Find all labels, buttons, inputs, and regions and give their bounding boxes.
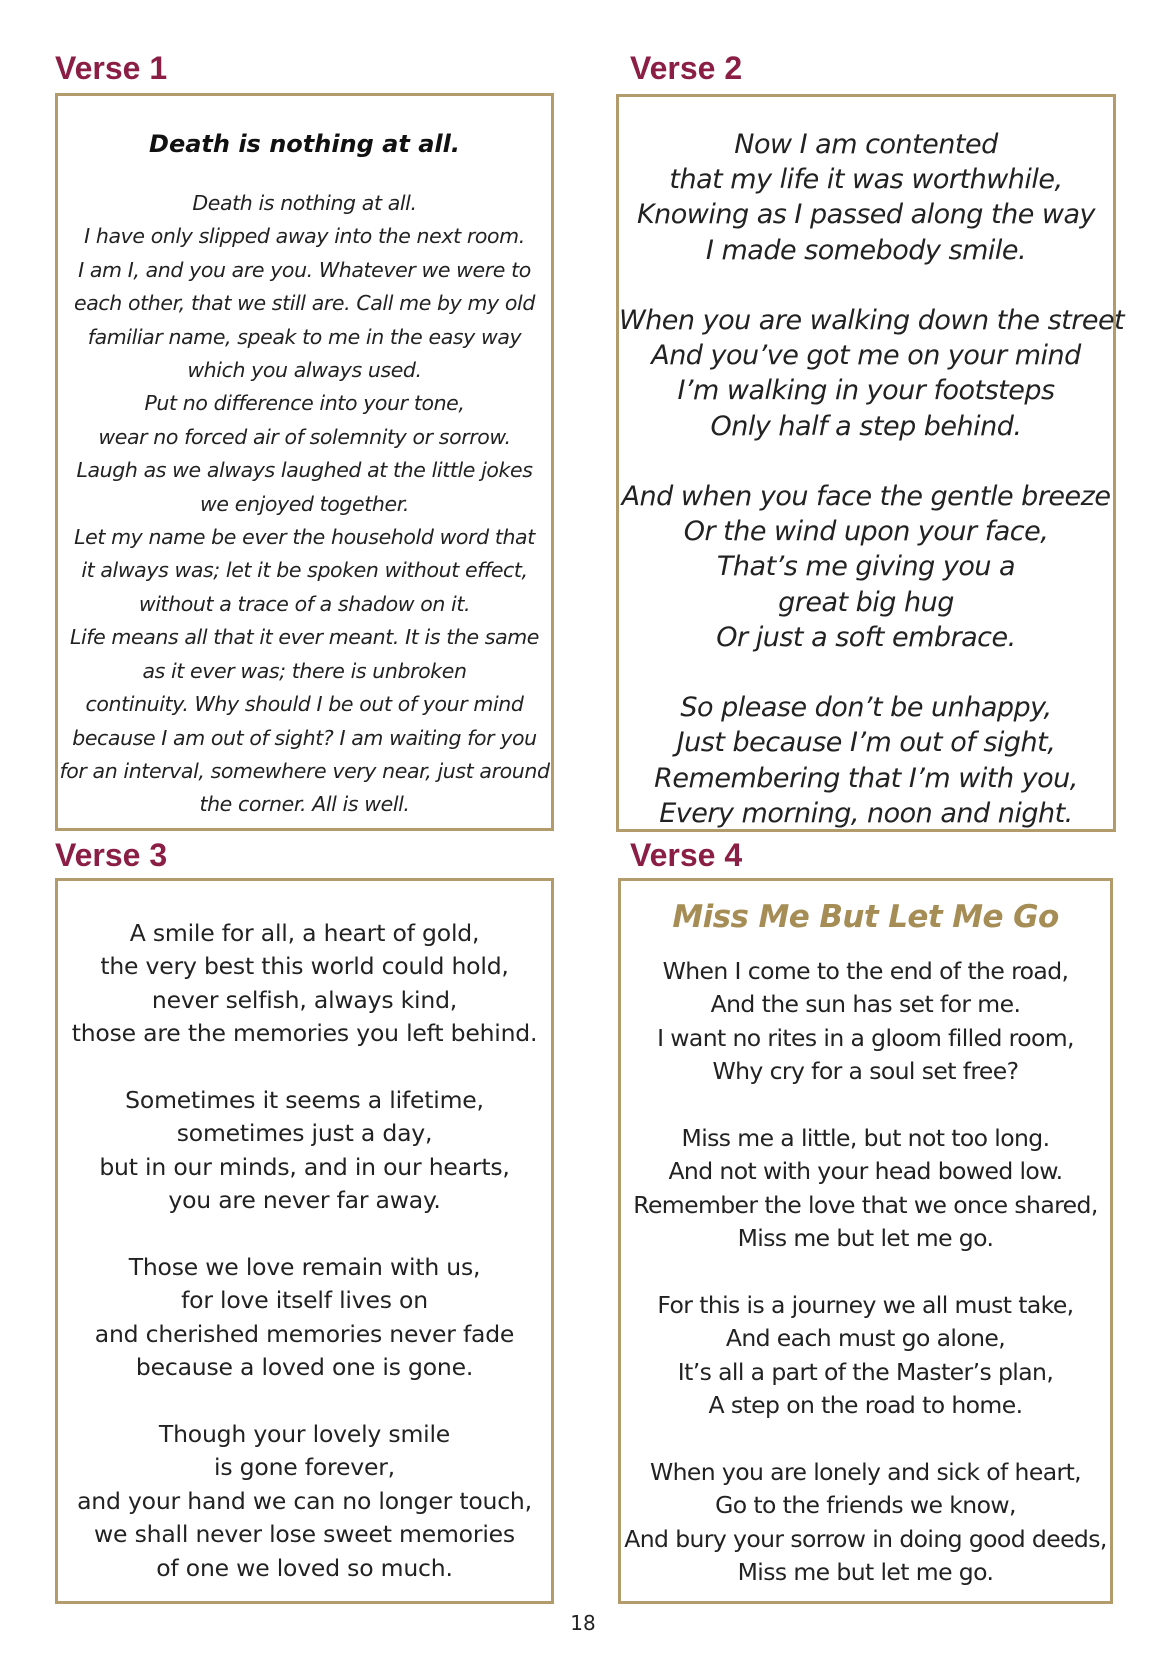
poem-line: I want no rites in a gloom filled room,	[657, 1023, 1074, 1052]
poem-line: for an interval, somewhere very near, just around	[59, 758, 550, 783]
stanza	[619, 303, 1125, 444]
poem-line: Why cry for a soul set free?	[712, 1057, 1019, 1086]
stanza	[621, 1456, 1110, 1590]
poem-line: continuity. Why should I be out of your mind	[85, 692, 524, 717]
poem-line: sometimes just a day,	[176, 1119, 433, 1148]
poem-line: Miss me but let me go.	[737, 1224, 994, 1253]
poem-line: Laugh as we always laughed at the little jokes	[76, 458, 533, 483]
poem-line: you are never far away.	[168, 1186, 441, 1215]
poem-line: of one we loved so much.	[156, 1553, 453, 1582]
poem-line: Life means all that it ever meant. It is the same	[69, 625, 540, 650]
poem-line: For this is a journey we all must take,	[657, 1291, 1074, 1320]
page-number: 18	[570, 1611, 596, 1635]
poem-line: And bury your sorrow in doing good deeds,	[624, 1524, 1107, 1553]
stanza	[621, 955, 1110, 1089]
stanza	[619, 127, 1113, 268]
poem-line: And the sun has set for me.	[710, 990, 1021, 1019]
poem-line: And you’ve got me on your mind	[651, 340, 1081, 372]
poem-line: Remembering that I’m with you,	[654, 762, 1078, 794]
stanza	[621, 1289, 1110, 1423]
verse-3-heading: Verse 3	[55, 837, 168, 873]
verse-4-title: Miss Me But Let Me Go	[672, 899, 1059, 935]
verse-4-heading: Verse 4	[630, 837, 743, 873]
poem-line: A smile for all, a heart of gold,	[129, 919, 480, 947]
poem-line: Miss me a little, but not too long.	[681, 1124, 1050, 1153]
poem-line: When you are lonely and sick of heart,	[649, 1458, 1082, 1487]
verse-2-box	[616, 94, 1125, 832]
poem-line: familiar name, speak to me in the easy way	[87, 324, 522, 349]
stanza	[58, 1251, 551, 1385]
poem-line: Just because I’m out of sight,	[676, 727, 1056, 759]
poem-line: without a trace of a shadow on it.	[138, 591, 471, 616]
poem-line: and cherished memories never fade	[94, 1319, 515, 1348]
poem-line: A step on the road to home.	[708, 1391, 1023, 1420]
poem-line: for love itself lives on	[181, 1286, 428, 1315]
poem-line: Sometimes it seems a lifetime,	[125, 1086, 484, 1115]
verse-4-box	[618, 878, 1113, 1604]
poem-line: It’s all a part of the Master’s plan,	[677, 1357, 1054, 1386]
poem-line: never selfish, always kind,	[151, 985, 458, 1014]
verse-1-box	[55, 93, 554, 831]
verse-1-title: Death is nothing at all.	[149, 130, 460, 158]
poem-line: Or the wind upon your face,	[683, 516, 1049, 548]
poem-line: wear no forced air of solemnity or sorrow.	[98, 424, 511, 449]
poem-line: When you are walking down the street	[619, 305, 1125, 336]
poem-line: I made somebody smile.	[705, 234, 1027, 266]
poem-line: great big hug	[778, 586, 954, 618]
stanza	[621, 1122, 1110, 1256]
verse-2-body	[619, 97, 1125, 831]
poem-line: Every morning, noon and night.	[659, 797, 1073, 829]
poem-line: which you always used.	[187, 358, 422, 383]
poem-line: as it ever was; there is unbroken	[142, 658, 467, 683]
poem-line: And when you face the gentle breeze	[621, 481, 1111, 512]
verse-1-heading: Verse 1	[55, 50, 168, 86]
poem-line: Or just a soft embrace.	[716, 621, 1016, 653]
poem-line: Though your lovely smile	[158, 1420, 451, 1449]
poem-line: Only half a step behind.	[710, 410, 1022, 442]
stanza	[58, 917, 551, 1051]
verse-3-box	[55, 878, 554, 1604]
poem-line: Miss me but let me go.	[737, 1558, 994, 1587]
stanza	[619, 479, 1113, 655]
poem-line: And not with your head bowed low.	[668, 1157, 1063, 1186]
poem-line: I’m walking in your footsteps	[677, 375, 1055, 407]
poem-line: is gone forever,	[214, 1453, 395, 1482]
poem-line: we enjoyed together.	[200, 491, 409, 516]
poem-line: I have only slipped away into the next room.	[84, 224, 525, 249]
poem-line: each other, that we still are. Call me by my old	[74, 291, 535, 316]
stanza	[58, 1418, 551, 1585]
poem-line: the corner. All is well.	[199, 792, 410, 817]
verse-2-heading: Verse 2	[630, 50, 743, 86]
poem-line: because I am out of sight? I am waiting for you	[72, 725, 537, 750]
poem-line: Put no difference into your tone,	[144, 391, 465, 416]
poem-line: Remember the love that we once shared,	[633, 1190, 1098, 1219]
poem-line: I am I, and you are you. Whatever we were to	[78, 257, 531, 282]
poem-line: Death is nothing at all.	[192, 191, 417, 215]
poem-line: and your hand we can no longer touch,	[77, 1486, 532, 1515]
poem-line: those are the memories you left behind.	[71, 1019, 538, 1048]
verse-1-body	[58, 187, 551, 822]
poem-line: we shall never lose sweet memories	[94, 1520, 515, 1549]
poem-line: Now I am contented	[734, 129, 998, 160]
poem-line: it always was; let it be spoken without effect,	[81, 558, 528, 583]
poem-line: Let my name be ever the household word that	[74, 525, 535, 550]
poem-line: That’s me giving you a	[716, 551, 1016, 583]
stanza	[619, 690, 1113, 831]
poem-line: Go to the friends we know,	[715, 1491, 1016, 1520]
poem-line: the very best this world could hold,	[100, 952, 509, 981]
poem-line: that my life it was worthwhile,	[669, 164, 1063, 196]
verse-4-body	[621, 955, 1110, 1590]
stanza	[58, 1084, 551, 1218]
poem-line: Those we love remain with us,	[128, 1253, 481, 1282]
poem-line: When I come to the end of the road,	[662, 957, 1069, 985]
verse-3-body	[58, 881, 551, 1585]
poem-line: but in our minds, and in our hearts,	[99, 1152, 510, 1181]
poem-line: And each must go alone,	[725, 1324, 1006, 1353]
poem-line: Knowing as I passed along the way	[636, 199, 1096, 231]
poem-line: because a loved one is gone.	[135, 1353, 474, 1382]
poem-line: So please don’t be unhappy,	[680, 692, 1052, 724]
